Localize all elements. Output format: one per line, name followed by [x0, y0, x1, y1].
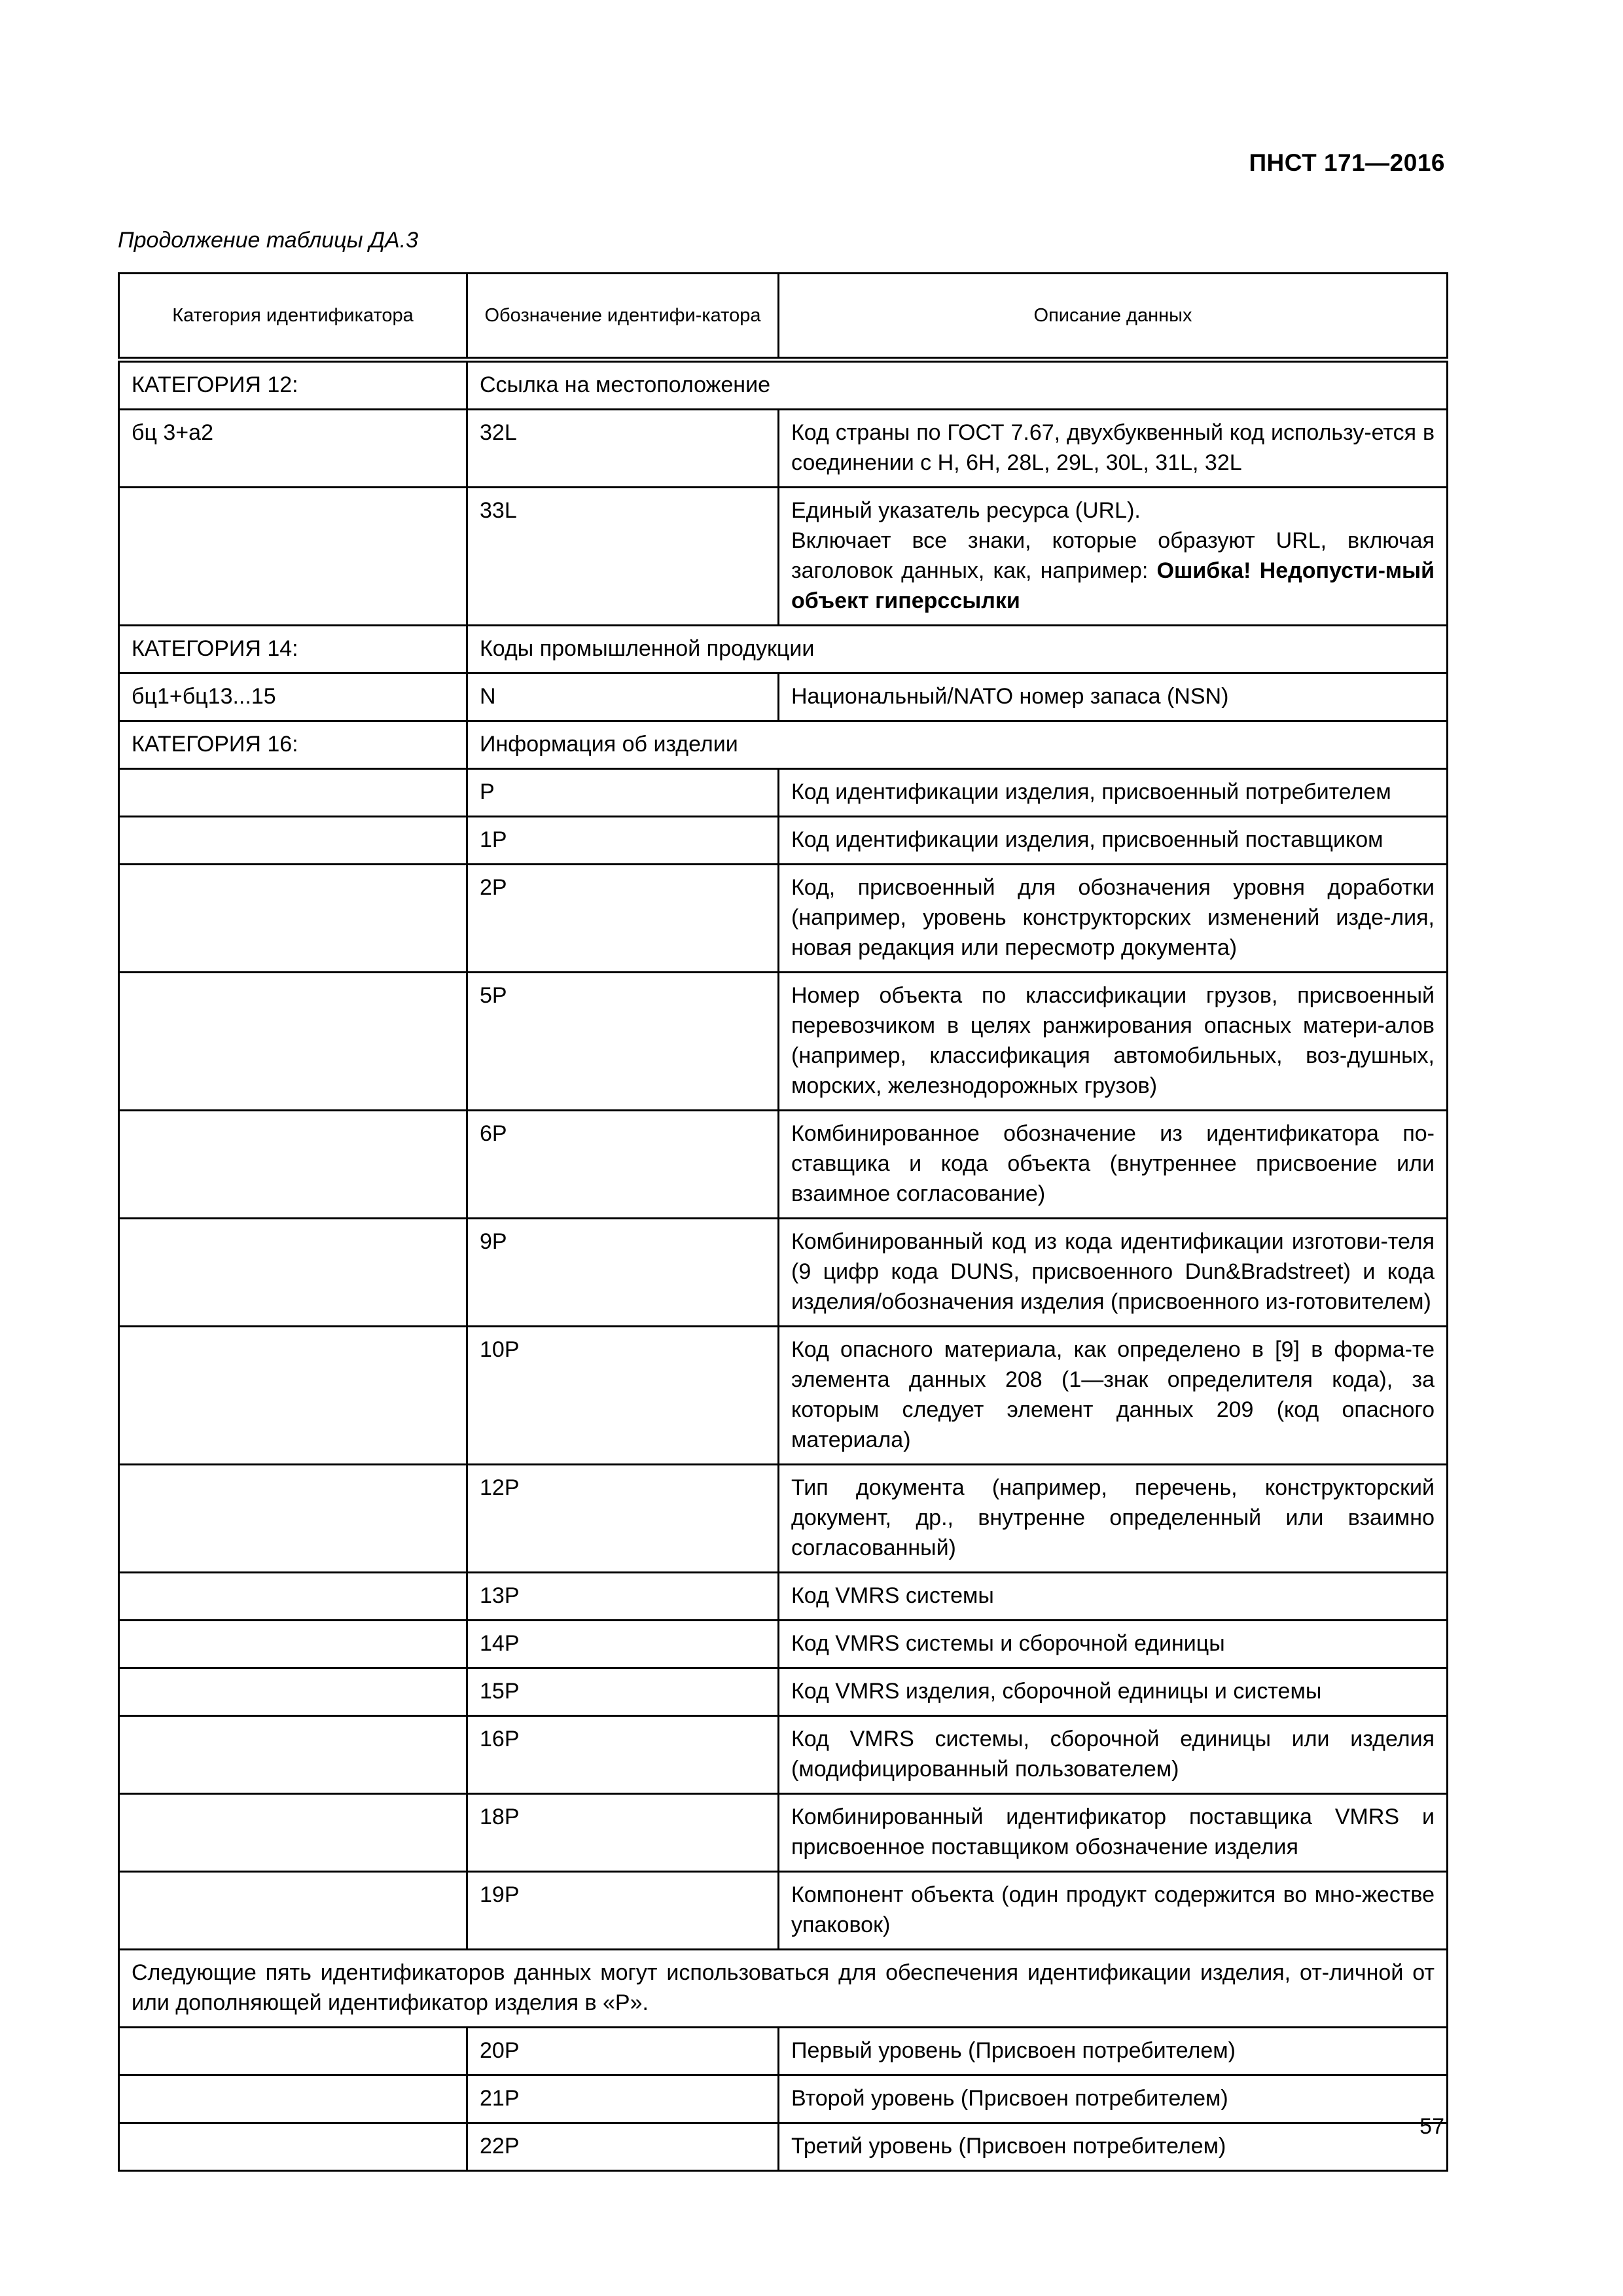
table-row	[119, 1668, 1448, 1716]
note-row	[119, 1950, 1448, 2028]
description-cell: Код идентификации изделия, присвоенный потребителем	[779, 769, 1448, 817]
table-continuation-caption: Продолжение таблицы ДА.3	[118, 228, 419, 253]
table-header-row	[119, 274, 1448, 360]
category-label: КАТЕГОРИЯ 16:	[119, 721, 467, 769]
designation-cell: P	[467, 769, 779, 817]
column-header-designation: Обозначение идентифи-катора	[467, 274, 779, 360]
table-row	[119, 769, 1448, 817]
category-title: Информация об изделии	[467, 721, 1448, 769]
table-row	[119, 1872, 1448, 1950]
table-row	[119, 1465, 1448, 1573]
description-cell: Комбинированный код из кода идентификации изготови-теля (9 цифр кода DUNS, присвоенного Dun&Bradstreet) и кода изделия/обозначения изделия (присвоенного из-готовителем)	[779, 1219, 1448, 1327]
table-row	[119, 1573, 1448, 1621]
description-cell: Второй уровень (Присвоен потребителем)	[779, 2075, 1448, 2123]
identifiers-table	[118, 272, 1448, 2172]
designation-cell: 32L	[467, 410, 779, 488]
table-row	[119, 2123, 1448, 2171]
column-header-description: Описание данных	[779, 274, 1448, 360]
table-header	[119, 274, 1448, 360]
description-cell: Код опасного материала, как определено в [9] в форма-те элемента данных 208 (1—знак определителя кода), за которым следует элемент данных 209 (код опасного материала)	[779, 1327, 1448, 1465]
category-label: КАТЕГОРИЯ 14:	[119, 626, 467, 673]
designation-cell: N	[467, 673, 779, 721]
description-cell: Код VMRS системы	[779, 1573, 1448, 1621]
table-row	[119, 817, 1448, 865]
description-line: Единый указатель ресурса (URL).	[791, 498, 1141, 523]
table-row	[119, 1621, 1448, 1668]
description-cell: Национальный/NATO номер запаса (NSN)	[779, 673, 1448, 721]
designation-cell: 18P	[467, 1794, 779, 1872]
category-cell	[119, 1465, 467, 1573]
designation-cell: 19P	[467, 1872, 779, 1950]
category-cell: бц1+бц13...15	[119, 673, 467, 721]
description-cell: Компонент объекта (один продукт содержится во мно-жестве упаковок)	[779, 1872, 1448, 1950]
category-cell	[119, 1111, 467, 1219]
description-cell: Код VMRS изделия, сборочной единицы и системы	[779, 1668, 1448, 1716]
designation-cell: 5P	[467, 973, 779, 1111]
designation-cell: 12P	[467, 1465, 779, 1573]
category-cell	[119, 1716, 467, 1794]
category-cell	[119, 1327, 467, 1465]
description-cell: Номер объекта по классификации грузов, присвоенный перевозчиком в целях ранжирования опасных матери-алов (например, классификация автомобильных, воз-душных, морских, железнодорожных грузов)	[779, 973, 1448, 1111]
designation-cell: 14P	[467, 1621, 779, 1668]
category-cell	[119, 1573, 467, 1621]
designation-cell: 20P	[467, 2028, 779, 2075]
category-row-16	[119, 721, 1448, 769]
category-cell	[119, 2028, 467, 2075]
designation-cell: 33L	[467, 488, 779, 626]
description-cell: Первый уровень (Присвоен потребителем)	[779, 2028, 1448, 2075]
category-title: Ссылка на местоположение	[467, 360, 1448, 410]
description-cell: Третий уровень (Присвоен потребителем)	[779, 2123, 1448, 2171]
table-row	[119, 973, 1448, 1111]
designation-cell: 16P	[467, 1716, 779, 1794]
category-label: КАТЕГОРИЯ 12:	[119, 360, 467, 410]
page-number: 57	[1419, 2114, 1444, 2139]
designation-cell: 21P	[467, 2075, 779, 2123]
category-row-12	[119, 360, 1448, 410]
designation-cell: 15P	[467, 1668, 779, 1716]
category-cell	[119, 1621, 467, 1668]
document-code: ПНСТ 171—2016	[1249, 149, 1445, 176]
description-cell: Комбинированный идентификатор поставщика VMRS и присвоенное поставщиком обозначение изделия	[779, 1794, 1448, 1872]
category-cell	[119, 817, 467, 865]
designation-cell: 6P	[467, 1111, 779, 1219]
table-row	[119, 2075, 1448, 2123]
category-cell	[119, 973, 467, 1111]
category-cell	[119, 1794, 467, 1872]
description-cell	[779, 488, 1448, 626]
description-text: Включает все знаки, которые образуют URL, включая заголовок данных, как, например:	[791, 528, 1435, 583]
category-cell	[119, 769, 467, 817]
designation-cell: 13P	[467, 1573, 779, 1621]
designation-cell: 2P	[467, 865, 779, 973]
column-header-category: Категория идентификатора	[119, 274, 467, 360]
category-cell	[119, 488, 467, 626]
description-cell: Комбинированное обозначение из идентификатора по-ставщика и кода объекта (внутреннее присвоение или взаимное согласование)	[779, 1111, 1448, 1219]
description-cell: Код страны по ГОСТ 7.67, двухбуквенный код использу-ется в соединении с H, 6H, 28L, 29L, 30L, 31L, 32L	[779, 410, 1448, 488]
category-cell	[119, 2123, 467, 2171]
table-row	[119, 2028, 1448, 2075]
description-cell: Код VMRS системы, сборочной единицы или изделия (модифицированный пользователем)	[779, 1716, 1448, 1794]
category-title: Коды промышленной продукции	[467, 626, 1448, 673]
category-cell	[119, 1219, 467, 1327]
table-row	[119, 1794, 1448, 1872]
description-cell: Код VMRS системы и сборочной единицы	[779, 1621, 1448, 1668]
designation-cell: 9P	[467, 1219, 779, 1327]
table-row	[119, 1327, 1448, 1465]
category-row-14	[119, 626, 1448, 673]
designation-cell: 10P	[467, 1327, 779, 1465]
table-row	[119, 673, 1448, 721]
table-row	[119, 488, 1448, 626]
category-cell	[119, 1668, 467, 1716]
description-cell: Код идентификации изделия, присвоенный поставщиком	[779, 817, 1448, 865]
category-cell	[119, 1872, 467, 1950]
table-row	[119, 865, 1448, 973]
category-cell: бц 3+а2	[119, 410, 467, 488]
hyperlink-error-text: Ошибка! Недопусти-мый объект гиперссылки	[791, 558, 1435, 613]
category-cell	[119, 2075, 467, 2123]
table-row	[119, 410, 1448, 488]
designation-cell: 22P	[467, 2123, 779, 2171]
designation-cell: 1P	[467, 817, 779, 865]
table-row	[119, 1111, 1448, 1219]
table-body	[119, 360, 1448, 2171]
table-row	[119, 1219, 1448, 1327]
category-cell	[119, 865, 467, 973]
note-cell: Следующие пять идентификаторов данных могут использоваться для обеспечения идентификации изделия, от-личной от или дополняющей идентификатор изделия в «P».	[119, 1950, 1448, 2028]
table-row	[119, 1716, 1448, 1794]
description-cell: Код, присвоенный для обозначения уровня доработки (например, уровень конструкторских изменений изде-лия, новая редакция или пересмотр документа)	[779, 865, 1448, 973]
description-cell: Тип документа (например, перечень, конструкторский документ, др., внутренне определенный или взаимно согласованный)	[779, 1465, 1448, 1573]
